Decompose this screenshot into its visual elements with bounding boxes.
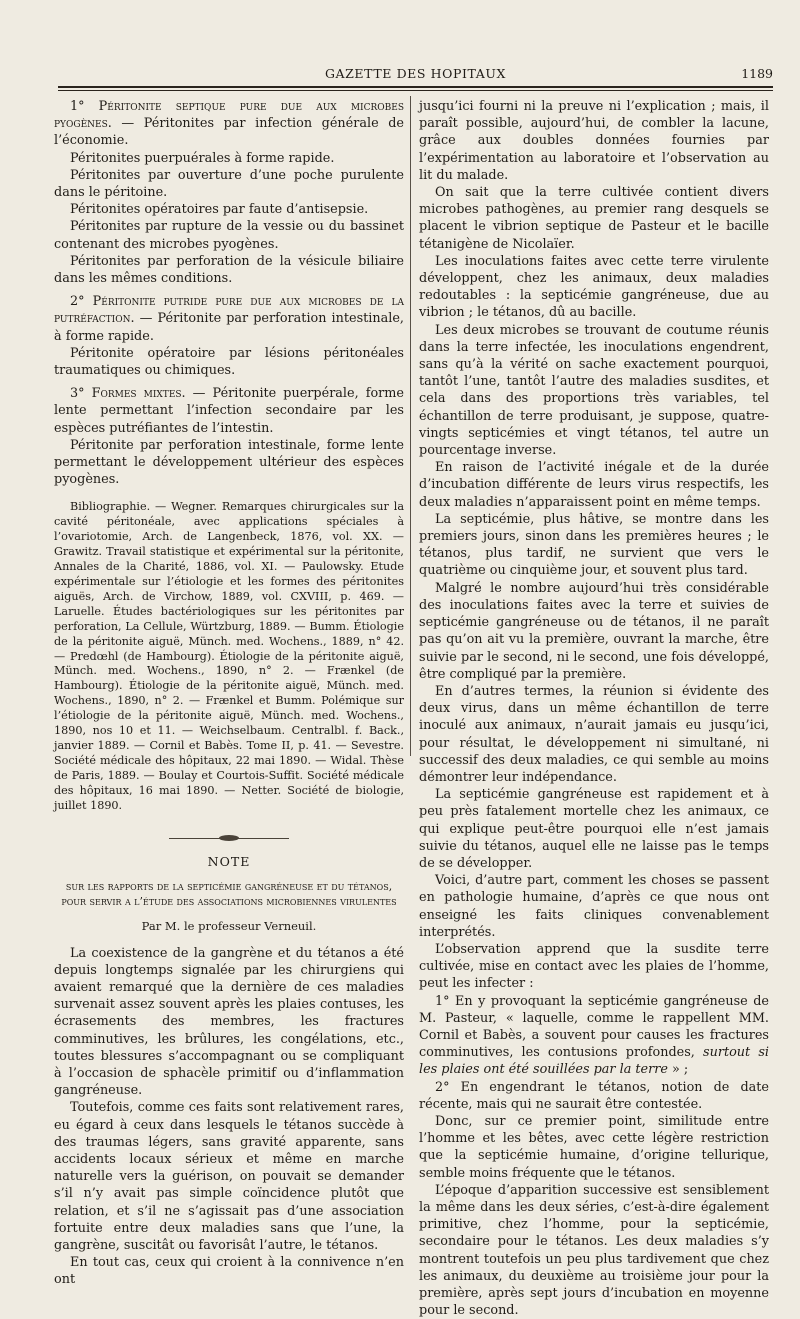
paragraph-putrid-peritonitis: 2° Péritonite putride pure due aux microbes de la putréfaction. — Péritonite par perforation intestinale, à forme rapide.	[54, 294, 404, 344]
paragraph: En tout cas, ceux qui croient à la connivence n’en ont	[54, 1255, 404, 1288]
note-author: Par M. le professeur Verneuil.	[141, 918, 317, 933]
paragraph: Péritonite par perforation intestinale, forme lente permettant le développement ultérieur des espèces pyogènes.	[54, 437, 404, 488]
running-title: GAZETTE DES HOPITAUX	[324, 66, 507, 81]
paragraph: Péritonites par rupture de la vessie ou du bassinet contenant des microbes pyogènes.	[54, 219, 404, 252]
paragraph: On sait que la terre cultivée contient divers microbes pathogènes, au premier rang desquels se placent le vibrion septique de Pasteur et le bacille tétanigène de Nicolaïer.	[419, 185, 769, 252]
paragraph-pasteur-septicemia: 1° En y provoquant la septicémie gangréneuse de M. Pasteur, « laquelle, comme le rappellent MM. Cornil et Babès, a souvent pour causes les fractures comminutives, les contusions profondes, surtout si les plaies ont été souillées par la terre » ;	[419, 993, 769, 1078]
paragraph: La septicémie gangréneuse est rapidement et à peu près fatalement mortelle chez les animaux, ce qui explique peut-être pourquoi elle n’est jamais suivie du tétanos, auquel elle ne laisse pas le temps de se développer.	[419, 787, 769, 871]
section-heading: 1° Péritonite septique pure due aux microbes pyogènes.	[54, 99, 404, 132]
section-heading: 2° Péritonite putride pure due aux microbes de la putréfaction.	[54, 294, 404, 327]
note-title: NOTE	[207, 853, 251, 869]
paragraph: L’observation apprend que la susdite terre cultivée, mise en contact avec les plaies de l’homme, peut les infecter :	[419, 941, 769, 992]
paragraph: Péritonite opératoire par lésions péritonéales traumatiques ou chimiques.	[54, 345, 404, 379]
paragraph: Péritonites par ouverture d’une poche purulente dans le péritoine.	[54, 167, 404, 201]
column-divider	[410, 96, 411, 756]
paragraph: 2° En engendrant le tétanos, notion de date récente, mais qui ne saurait être contestée.	[419, 1079, 769, 1112]
paragraph: Les inoculations faites avec cette terre virulente développent, chez les animaux, deux maladies redoutables : la septicémie gangréneuse, due au vibrion ; le tétanos, dû au bacille.	[419, 253, 769, 321]
paragraph: La septicémie, plus hâtive, se montre dans les premiers jours, sinon dans les premières heures ; le tétanos, plus tardif, ne survient que vers le quatrième ou cinquième jour, et souvent plus tard.	[419, 511, 769, 579]
header-rule-thick	[58, 86, 773, 88]
paragraph: Péritonites opératoires par faute d’antisepsie.	[70, 202, 369, 218]
note-subtitle: sur les rapports de la septicémie gangréneuse et du tétanos, pour servir a l’étude des associations microbiennes virulentes	[61, 879, 397, 908]
paragraph: jusqu’ici fourni ni la preuve ni l’explication ; mais, il paraît possible, aujourd’hui, de combler la lacune, grâce aux doubles données fournies par l’expérimentation au laboratoire et l’observation au lit du malade.	[419, 99, 769, 183]
paragraph: Voici, d’autre part, comment les choses se passent en pathologie humaine, d’après ce que nous ont enseigné les faits cliniques convenablement interprétés.	[419, 873, 769, 940]
bibliography: Bibliographie. — Wegner. Remarques chirurgicales sur la cavité péritonéale, avec applications spéciales à l’ovariotomie, Arch. de Langenbeck, 1876, vol. XX. — Grawitz. Travail statistique et expérimental sur la péritonite, Annales de la Charité, 1886, vol. XI. — Paulowsky. Etude expérimentale sur l’étiologie et les formes des péritonites aiguës, Arch. de Virchow, 1889, vol. CXVIII, p. 469. — Laruelle. Études bactériologiques sur les péritonites par perforation, La Cellule, Würtzburg, 1889. — Bumm. Étiologie de la péritonite aiguë, Münch. med. Wochens., 1889, n° 42. — Predœhl (de Hambourg). Étiologie de la péritonite aiguë, Münch. med. Wochens., 1890, n° 2. — Frænkel (de Hambourg). Étiologie de la péritonite aiguë, Münch. med. Wochens., 1890, n° 2. — Frænkel et Bumm. Polémique sur l’étiologie de la péritonite aiguë, Münch. med. Wochens., 1890, nos 10 et 11. — Weichselbaum. Centralbl. f. Back., janvier 1889. — Cornil et Babès. Tome II, p. 41. — Sevestre. Société médicale des hôpitaux, 22 mai 1890. — Widal. Thèse de Paris, 1889. — Boulay et Courtois-Suffit. Société médicale des hôpitaux, 16 mai 1890. — Netter. Société de biologie, juillet 1890.	[54, 500, 404, 812]
paragraph: Les deux microbes se trouvant de coutume réunis dans la terre infectée, les inoculations engendrent, sans qu’à la vérité on sache exactement pourquoi, tantôt l’une, tantôt l’autre des maladies susdites, et cela dans des proportions très variables, tel échantillon de terre produisant, je suppose, quatre-vingts septicémies et vingt tétanos, tel autre un pourcentage inverse.	[419, 322, 769, 459]
left-column	[54, 98, 404, 1289]
paragraph: Toutefois, comme ces faits sont relativement rares, eu égard à ceux dans lesquels le tétanos succède à des traumas légers, sans gravité apparente, sans accidents locaux sérieux et même en marche naturelle vers la guérison, on pouvait se demander s’il n’y avait pas simple coïncidence plutôt que relation, et s’il ne s’agissait pas d’une association fortuite entre deux maladies sans que l’une, la gangrène, suscitât ou favorisât l’autre, le tétanos.	[54, 1100, 404, 1253]
paragraph: Péritonites puerpuérales à forme rapide.	[70, 150, 335, 166]
right-column	[419, 98, 769, 1319]
paragraph: Donc, sur ce premier point, similitude entre l’homme et les bêtes, avec cette légère restriction que la septicémie humaine, d’origine tellurique, semble moins fréquente que le tétanos.	[419, 1113, 769, 1181]
paragraph: L’époque d’apparition successive est sensiblement la même dans les deux séries, c’est-à-dire également primitive, chez l’homme, pour la septicémie, secondaire pour le tétanos. Les deux maladies s’y montrent toutefois un peu plus tardivement que chez les animaux, du deuxième au troisième jour pour la première, après sept jours d’incubation en moyenne pour le second.	[419, 1182, 769, 1319]
paragraph: Péritonites par perforation de la vésicule biliaire dans les mêmes conditions.	[54, 253, 404, 287]
section-heading: 3° Formes mixtes.	[70, 386, 186, 402]
paragraph: Malgré le nombre aujourd’hui très considérable des inoculations faites avec la terre et suivies de septicémie gangréneuse ou de tétanos, il ne paraît pas qu’on ait vu la première, ouvrant la marche, être suivie par le second, ni le second, une fois développé, être compliqué par la première.	[419, 580, 769, 682]
section-ornament	[169, 834, 289, 842]
italic-quote: surtout si les plaies ont été souillées par la terre	[419, 1045, 769, 1078]
paragraph: La coexistence de la gangrène et du tétanos a été depuis longtemps signalée par les chirurgiens qui avaient remarqué que la dernière de ces maladies survenait assez souvent après les plaies contuses, les écrasements des membres, les fractures comminutives, les brûlures, les congélations, etc., toutes blessures s’accompagnant ou se compliquant à l’occasion de sphacèle primitif ou d’inflammation gangréneuse.	[54, 945, 404, 1099]
header-rule-thin	[58, 90, 773, 91]
paragraph: En raison de l’activité inégale et de la durée d’incubation différente de leurs virus respectifs, les deux maladies n’apparaissent point en même temps.	[419, 460, 769, 510]
paragraph: En d’autres termes, la réunion si évidente des deux virus, dans un même échantillon de terre inoculé aux animaux, n’aurait jamais eu jusqu’ici, pour résultat, le développement ni simultané, ni successif des deux maladies, ce qui semble au moins démontrer leur indépendance.	[419, 683, 769, 785]
paragraph-mixed-forms: 3° Formes mixtes. — Péritonite puerpérale, forme lente permettant l’infection secondaire par les espèces putréfiantes de l’intestin.	[54, 386, 404, 436]
page-number: 1189	[741, 66, 773, 81]
paragraph-septic-peritonitis: 1° Péritonite septique pure due aux microbes pyogènes. — Péritonites par infection générale de l’économie.	[54, 99, 404, 149]
page-header	[58, 58, 773, 88]
